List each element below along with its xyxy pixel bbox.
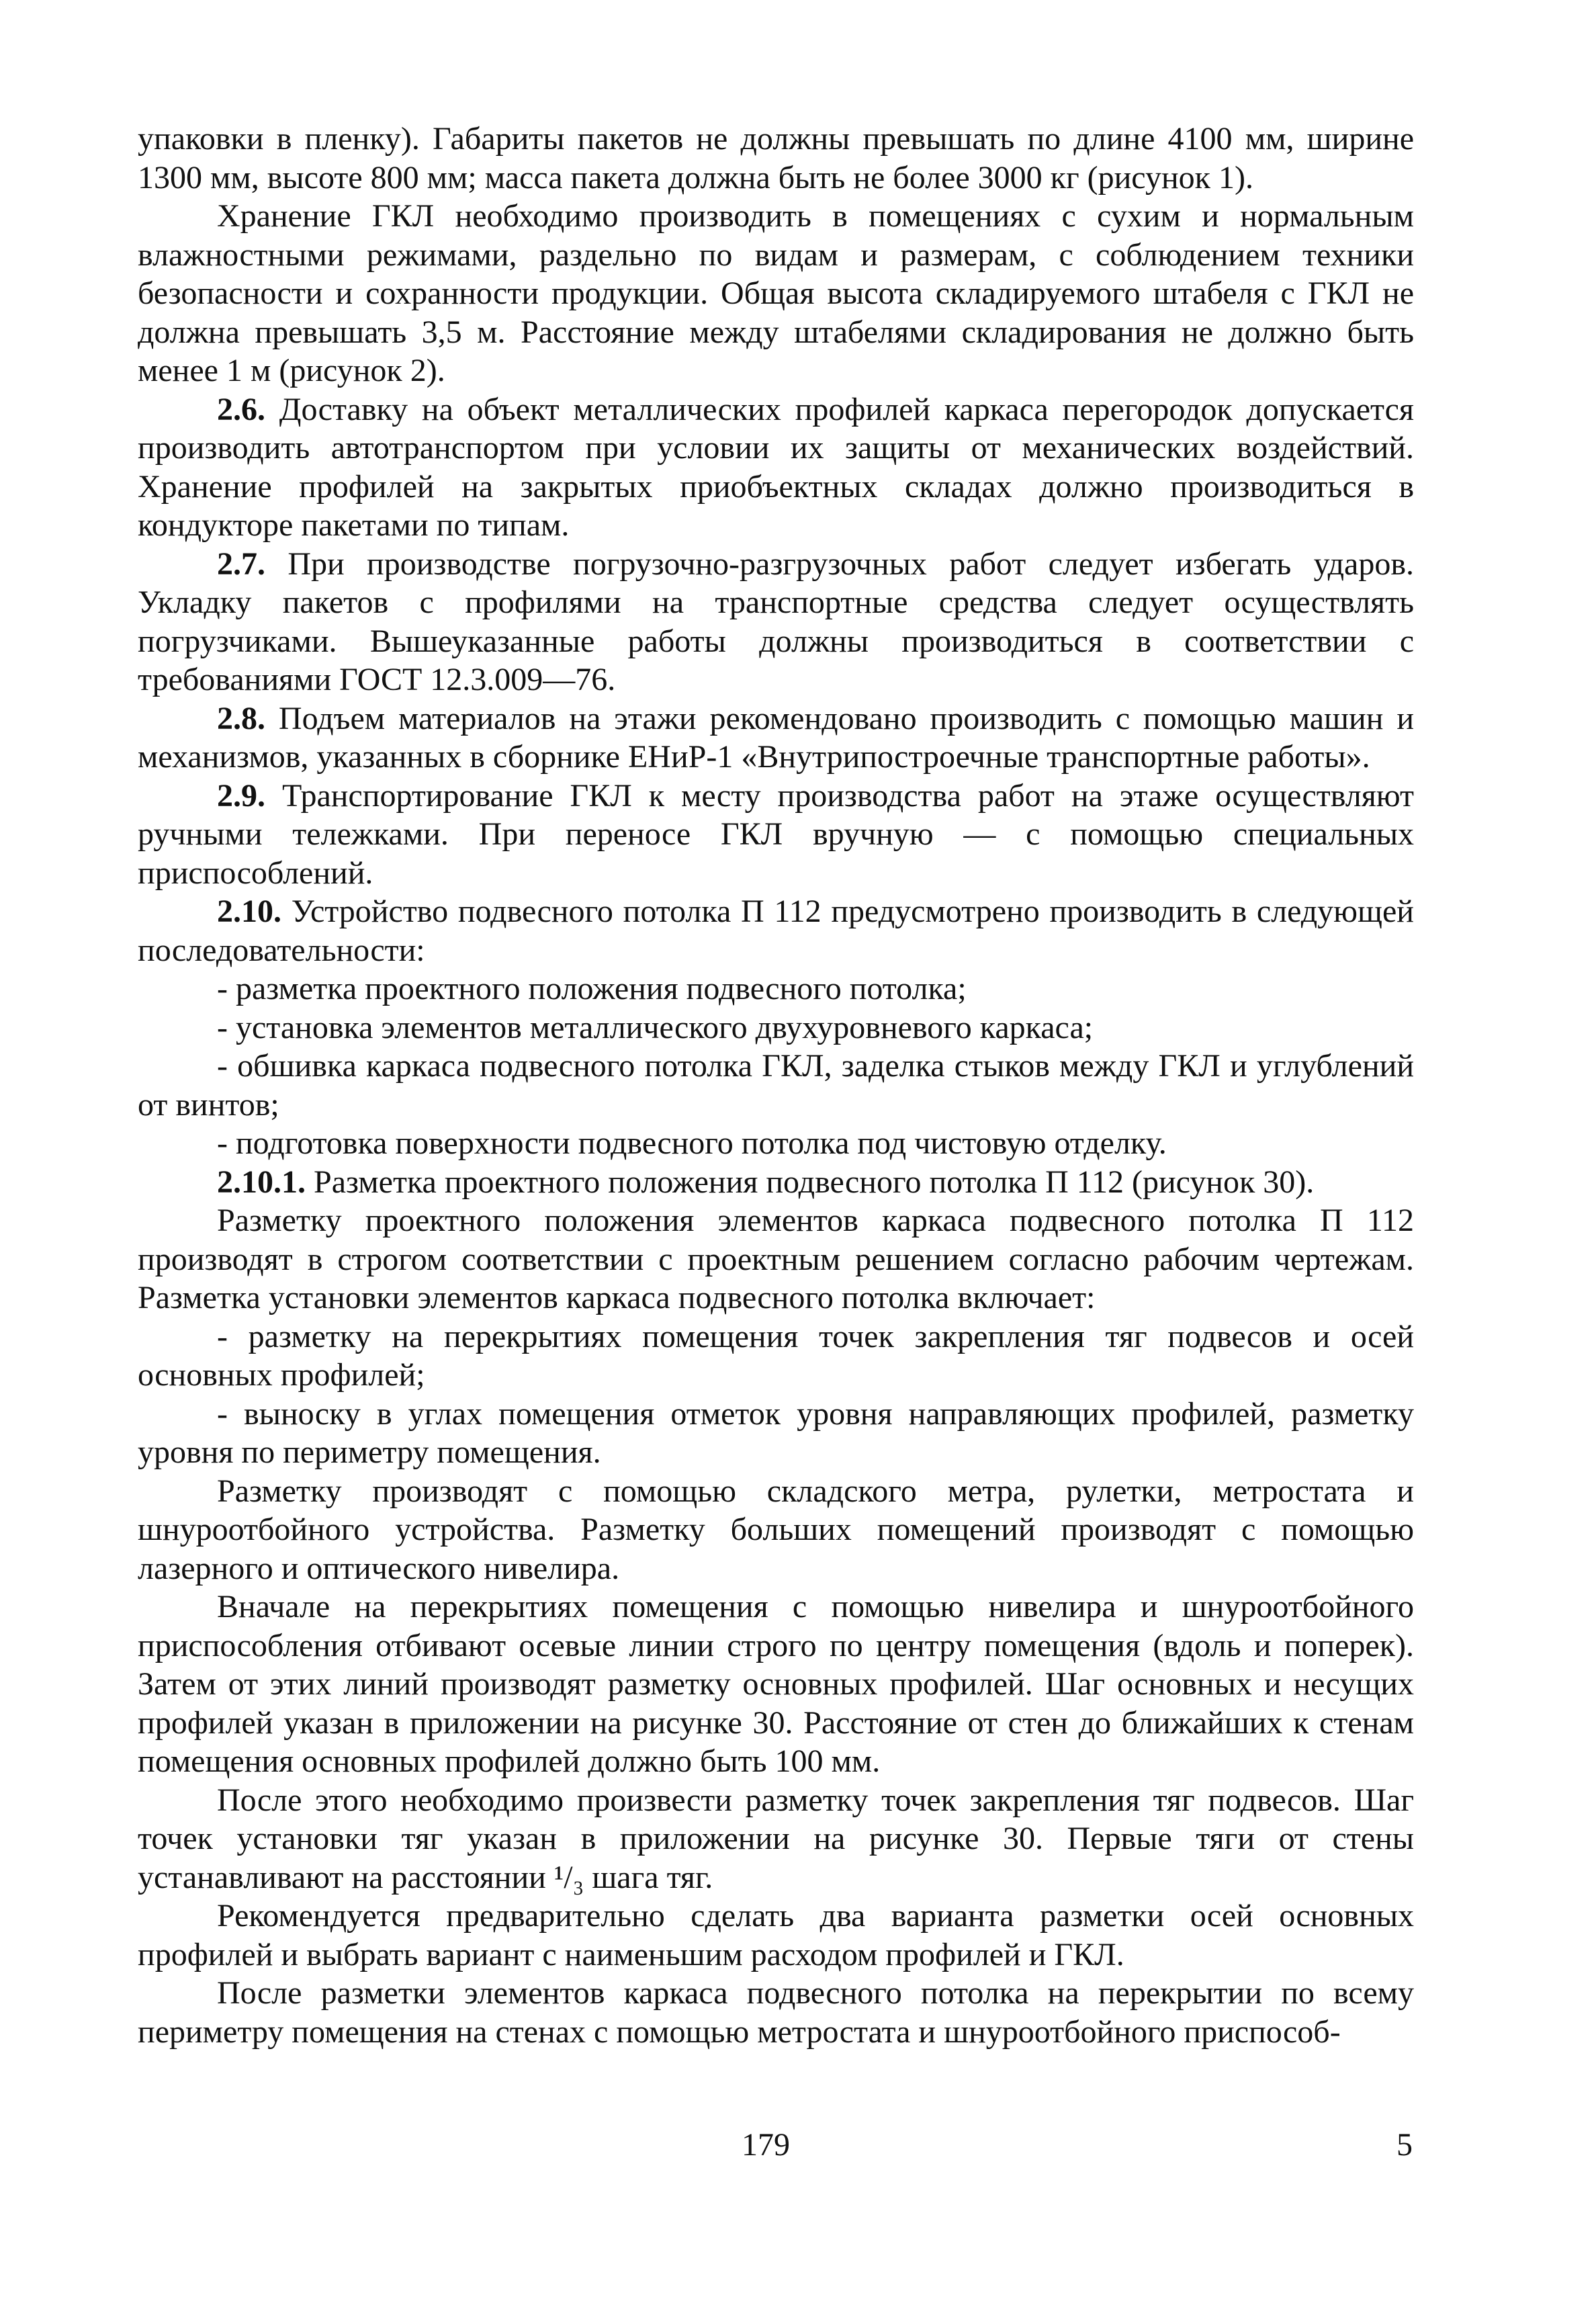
paragraph-text: При производстве погрузочно-разгрузочных работ следует избегать ударов. Укладку пакетов с профилями на транспортные средства следует осуществлять погрузчиками. Вышеуказанные работы должны производиться в соответствии с требованиями ГОСТ 12.3.009—76. xyxy=(138,546,1414,697)
paragraph-perimeter xyxy=(138,1974,1414,2051)
list-item-text: - разметку на перекрытиях помещения точек закрепления тяг подвесов и осей основных профилей; xyxy=(138,1318,1414,1393)
paragraph-2-10 xyxy=(138,892,1414,969)
list-item-text: - обшивка каркаса подвесного потолка ГКЛ, заделка стыков между ГКЛ и углублений от винтов; xyxy=(138,1048,1414,1123)
page-number: 179 xyxy=(742,2127,790,2163)
section-number: 2.6. xyxy=(217,391,265,427)
list-item xyxy=(138,969,1414,1008)
list-item-text: - выноску в углах помещения отметок уровня направляющих профилей, разметку уровня по периметру помещения. xyxy=(138,1395,1414,1470)
document-page xyxy=(138,120,1414,2051)
paragraph-text: Разметку производят с помощью складского метра, рулетки, метростата и шнуроотбойного устройства. Разметку больших помещений производят с помощью лазерного и оптического нивелира. xyxy=(138,1473,1414,1586)
list-item xyxy=(138,1008,1414,1047)
paragraph-text: Разметка проектного положения подвесного потолка П 112 (рисунок 30). xyxy=(306,1164,1315,1200)
paragraph-text: упаковки в пленку). Габариты пакетов не должны превышать по длине 4100 мм, ширине 1300 мм, высоте 800 мм; масса пакета должна быть не более 3000 кг (рисунок 1). xyxy=(138,121,1414,196)
section-number: 2.7. xyxy=(217,546,265,582)
section-number: 2.10. xyxy=(217,894,281,929)
paragraph-text: Вначале на перекрытиях помещения с помощью нивелира и шнуроотбойного приспособления отбивают осевые линии строго по центру помещения (вдоль и поперек). Затем от этих линий производят разметку основных профилей. Шаг основных и несущих профилей указан в приложении на рисунке 30. Расстояние от стен до ближайших к стенам помещения основных профилей должно быть 100 мм. xyxy=(138,1589,1414,1779)
paragraph-2-10-1 xyxy=(138,1163,1414,1202)
paragraph-2-9 xyxy=(138,777,1414,893)
paragraph-2-8 xyxy=(138,699,1414,777)
paragraph-2-7 xyxy=(138,545,1414,699)
page-footer xyxy=(0,2126,1596,2167)
paragraph-2 xyxy=(138,197,1414,390)
list-item xyxy=(138,1047,1414,1124)
paragraph-variants xyxy=(138,1897,1414,1974)
paragraph-text: После этого необходимо произвести разметку точек закрепления тяг подвесов. Шаг точек установки тяг указан в приложении на рисунке 30. Первые тяги от стены устанавливают на расстоянии ¹/₃ шага тяг. xyxy=(138,1782,1414,1895)
paragraph-text: Транспортирование ГКЛ к месту производства работ на этаже осуществляют ручными тележками. При переносе ГКЛ вручную — с помощью специальных приспособлений. xyxy=(138,777,1414,891)
paragraph-axes xyxy=(138,1588,1414,1781)
section-number: 2.8. xyxy=(217,700,265,736)
list-item-text: - установка элементов металлического двухуровневого каркаса; xyxy=(217,1009,1094,1045)
list-item xyxy=(138,1395,1414,1472)
paragraph-text: После разметки элементов каркаса подвесного потолка на перекрытии по всему периметру помещения на стенах с помощью метростата и шнуроотбойного приспособ- xyxy=(138,1975,1414,2050)
list-item xyxy=(138,1317,1414,1395)
paragraph-1 xyxy=(138,120,1414,197)
list-item-text: - подготовка поверхности подвесного потолка под чистовую отделку. xyxy=(217,1125,1167,1161)
paragraph-text: Разметку проектного положения элементов каркаса подвесного потолка П 112 производят в строгом соответствии с проектным решением согласно рабочим чертежам. Разметка установки элементов каркаса подвесного потолка включает: xyxy=(138,1203,1414,1315)
paragraph-tools xyxy=(138,1472,1414,1588)
paragraph-text: Устройство подвесного потолка П 112 предусмотрено производить в следующей последовательности: xyxy=(138,894,1414,968)
sheet-number: 5 xyxy=(1396,2127,1413,2163)
paragraph-marking-intro xyxy=(138,1201,1414,1317)
paragraph-text: Подъем материалов на этажи рекомендовано производить с помощью машин и механизмов, указанных в сборнике ЕНиР-1 «Внутрипостроечные транспортные работы». xyxy=(138,700,1414,775)
paragraph-text: Хранение ГКЛ необходимо производить в помещениях с сухим и нормальным влажностными режимами, раздельно по видам и размерам, с соблюдением техники безопасности и сохранности продукции. Общая высота складируемого штабеля с ГКЛ не должна превышать 3,5 м. Расстояние между штабелями складирования не должно быть менее 1 м (рисунок 2). xyxy=(138,198,1414,388)
paragraph-2-6 xyxy=(138,390,1414,545)
paragraph-text: Рекомендуется предварительно сделать два варианта разметки осей основных профилей и выбрать вариант с наименьшим расходом профилей и ГКЛ. xyxy=(138,1898,1414,1972)
paragraph-hangers xyxy=(138,1781,1414,1897)
section-number: 2.10.1. xyxy=(217,1164,306,1200)
paragraph-text: Доставку на объект металлических профилей каркаса перегородок допускается производить автотранспортом при условии их защиты от механических воздействий. Хранение профилей на закрытых приобъектных складах должно производиться в кондукторе пакетами по типам. xyxy=(138,391,1414,543)
list-item-text: - разметка проектного положения подвесного потолка; xyxy=(217,971,967,1006)
list-item xyxy=(138,1124,1414,1163)
section-number: 2.9. xyxy=(217,777,265,814)
